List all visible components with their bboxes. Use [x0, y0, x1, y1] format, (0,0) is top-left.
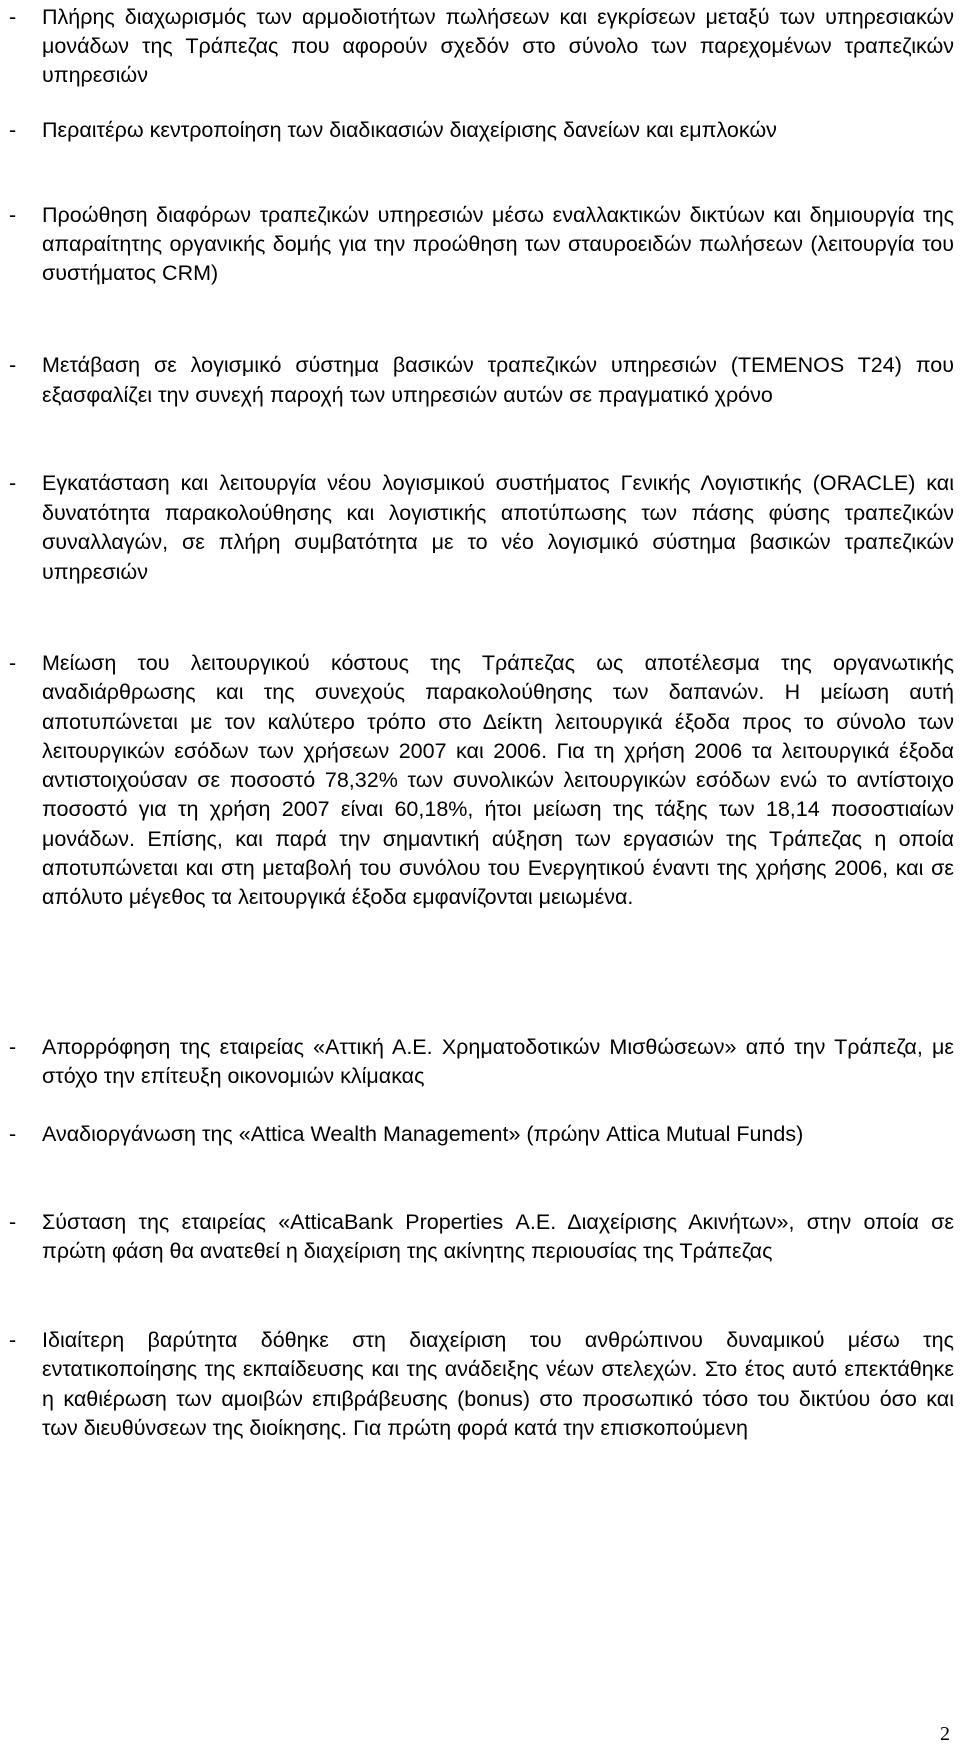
bullet-dash: - — [9, 471, 17, 495]
bullet-dash: - — [9, 1328, 17, 1352]
list-item-text: Μετάβαση σε λογισμικό σύστημα βασικών τραπεζικών υπηρεσιών (TEMENOS T24) που εξασφαλίζει την συνεχή παροχή των υπηρεσιών αυτών σε πραγματικό χρόνο — [42, 353, 954, 407]
list-item-text: Προώθηση διαφόρων τραπεζικών υπηρεσιών μέσω εναλλακτικών δικτύων και δημιουργία της απαραίτητης οργανικής δομής για την προώθηση των σταυροειδών πωλήσεων (λειτουργία του συστήματος CRM) — [42, 203, 954, 286]
bullet-dash: - — [9, 203, 17, 227]
page-number: 2 — [940, 1723, 950, 1745]
list-item-text: Πλήρης διαχωρισμός των αρμοδιοτήτων πωλήσεων και εγκρίσεων μεταξύ των υπηρεσιακών μονάδων της Τράπεζας που αφορούν σχεδόν στο σύνολο των παρεχομένων τραπεζικών υπηρεσιών — [42, 5, 954, 87]
bullet-dash: - — [9, 118, 17, 142]
bullet-dash: - — [9, 1122, 17, 1146]
list-item-text: Περαιτέρω κεντροποίηση των διαδικασιών διαχείρισης δανείων και εμπλοκών — [42, 118, 777, 142]
bullet-dash: - — [9, 1210, 17, 1234]
bullet-dash: - — [9, 1035, 17, 1059]
list-item-text: Σύσταση της εταιρείας «AtticaBank Properties Α.Ε. Διαχείρισης Ακινήτων», στην οποία σε πρώτη φάση θα ανατεθεί η διαχείριση της ακίνητης περιουσίας της Τράπεζας — [42, 1210, 954, 1263]
bullet-dash: - — [9, 651, 17, 675]
list-item-text: Απορρόφηση της εταιρείας «Αττική Α.Ε. Χρηματοδοτικών Μισθώσεων» από την Τράπεζα, με στόχο την επίτευξη οικονομιών κλίμακας — [42, 1035, 954, 1088]
list-item-text: Αναδιοργάνωση της «Attica Wealth Management» (πρώην Attica Mutual Funds) — [42, 1122, 804, 1146]
list-item-text: Μείωση του λειτουργικού κόστους της Τράπεζας ως αποτέλεσμα της οργανωτικής αναδιάρθρωσης και της συνεχούς παρακολούθησης των δαπανών. Η μείωση αυτή αποτυπώνεται με τον καλύτερο τρόπο στο Δείκτη λειτουργικά έξοδα προς το σύνολο των λειτουργικών εσόδων των χρήσεων 2007 και 2006. Για τη χρήση 2006 τα λειτουργικά έξοδα αντιστοιχούσαν σε ποσοστό 78,32% των συνολικών λειτουργικών εσόδων ενώ το αντίστοιχο ποσοστό για τη χρήση 2007 είναι 60,18%, ήτοι μείωση της τάξης των 18,14 ποσοστιαίων μονάδων. Επίσης, και παρά την σημαντική αύξηση των εργασιών της Τράπεζας η οποία αποτυπώνεται και στη μεταβολή του συνόλου του Ενεργητικού έναντι της χρήσης 2006, και σε απόλυτο μέγεθος τα λειτουργικά έξοδα εμφανίζονται μειωμένα. — [42, 651, 954, 910]
bullet-dash: - — [9, 353, 17, 377]
list-item-text: Ιδιαίτερη βαρύτητα δόθηκε στη διαχείριση του ανθρώπινου δυναμικού μέσω της εντατικοποίησης της εκπαίδευσης και της ανάδειξης νέων στελεχών. Στο έτος αυτό επεκτάθηκε η καθιέρωση των αμοιβών επιβράβευσης (bonus) στο προσωπικό τόσο του δικτύου όσο και των διευθύνσεων της διοίκησης. Για πρώτη φορά κατά την επισκοπούμενη — [42, 1328, 954, 1441]
list-item-text: Εγκατάσταση και λειτουργία νέου λογισμικού συστήματος Γενικής Λογιστικής (ORACLE) και δυνατότητα παρακολούθησης και λογιστικής αποτύπωσης των πάσης φύσης τραπεζικών συναλλαγών, σε πλήρη συμβατότητα με το νέο λογισμικό σύστημα βασικών τραπεζικών υπηρεσιών — [42, 471, 954, 584]
bullet-dash: - — [9, 5, 17, 29]
